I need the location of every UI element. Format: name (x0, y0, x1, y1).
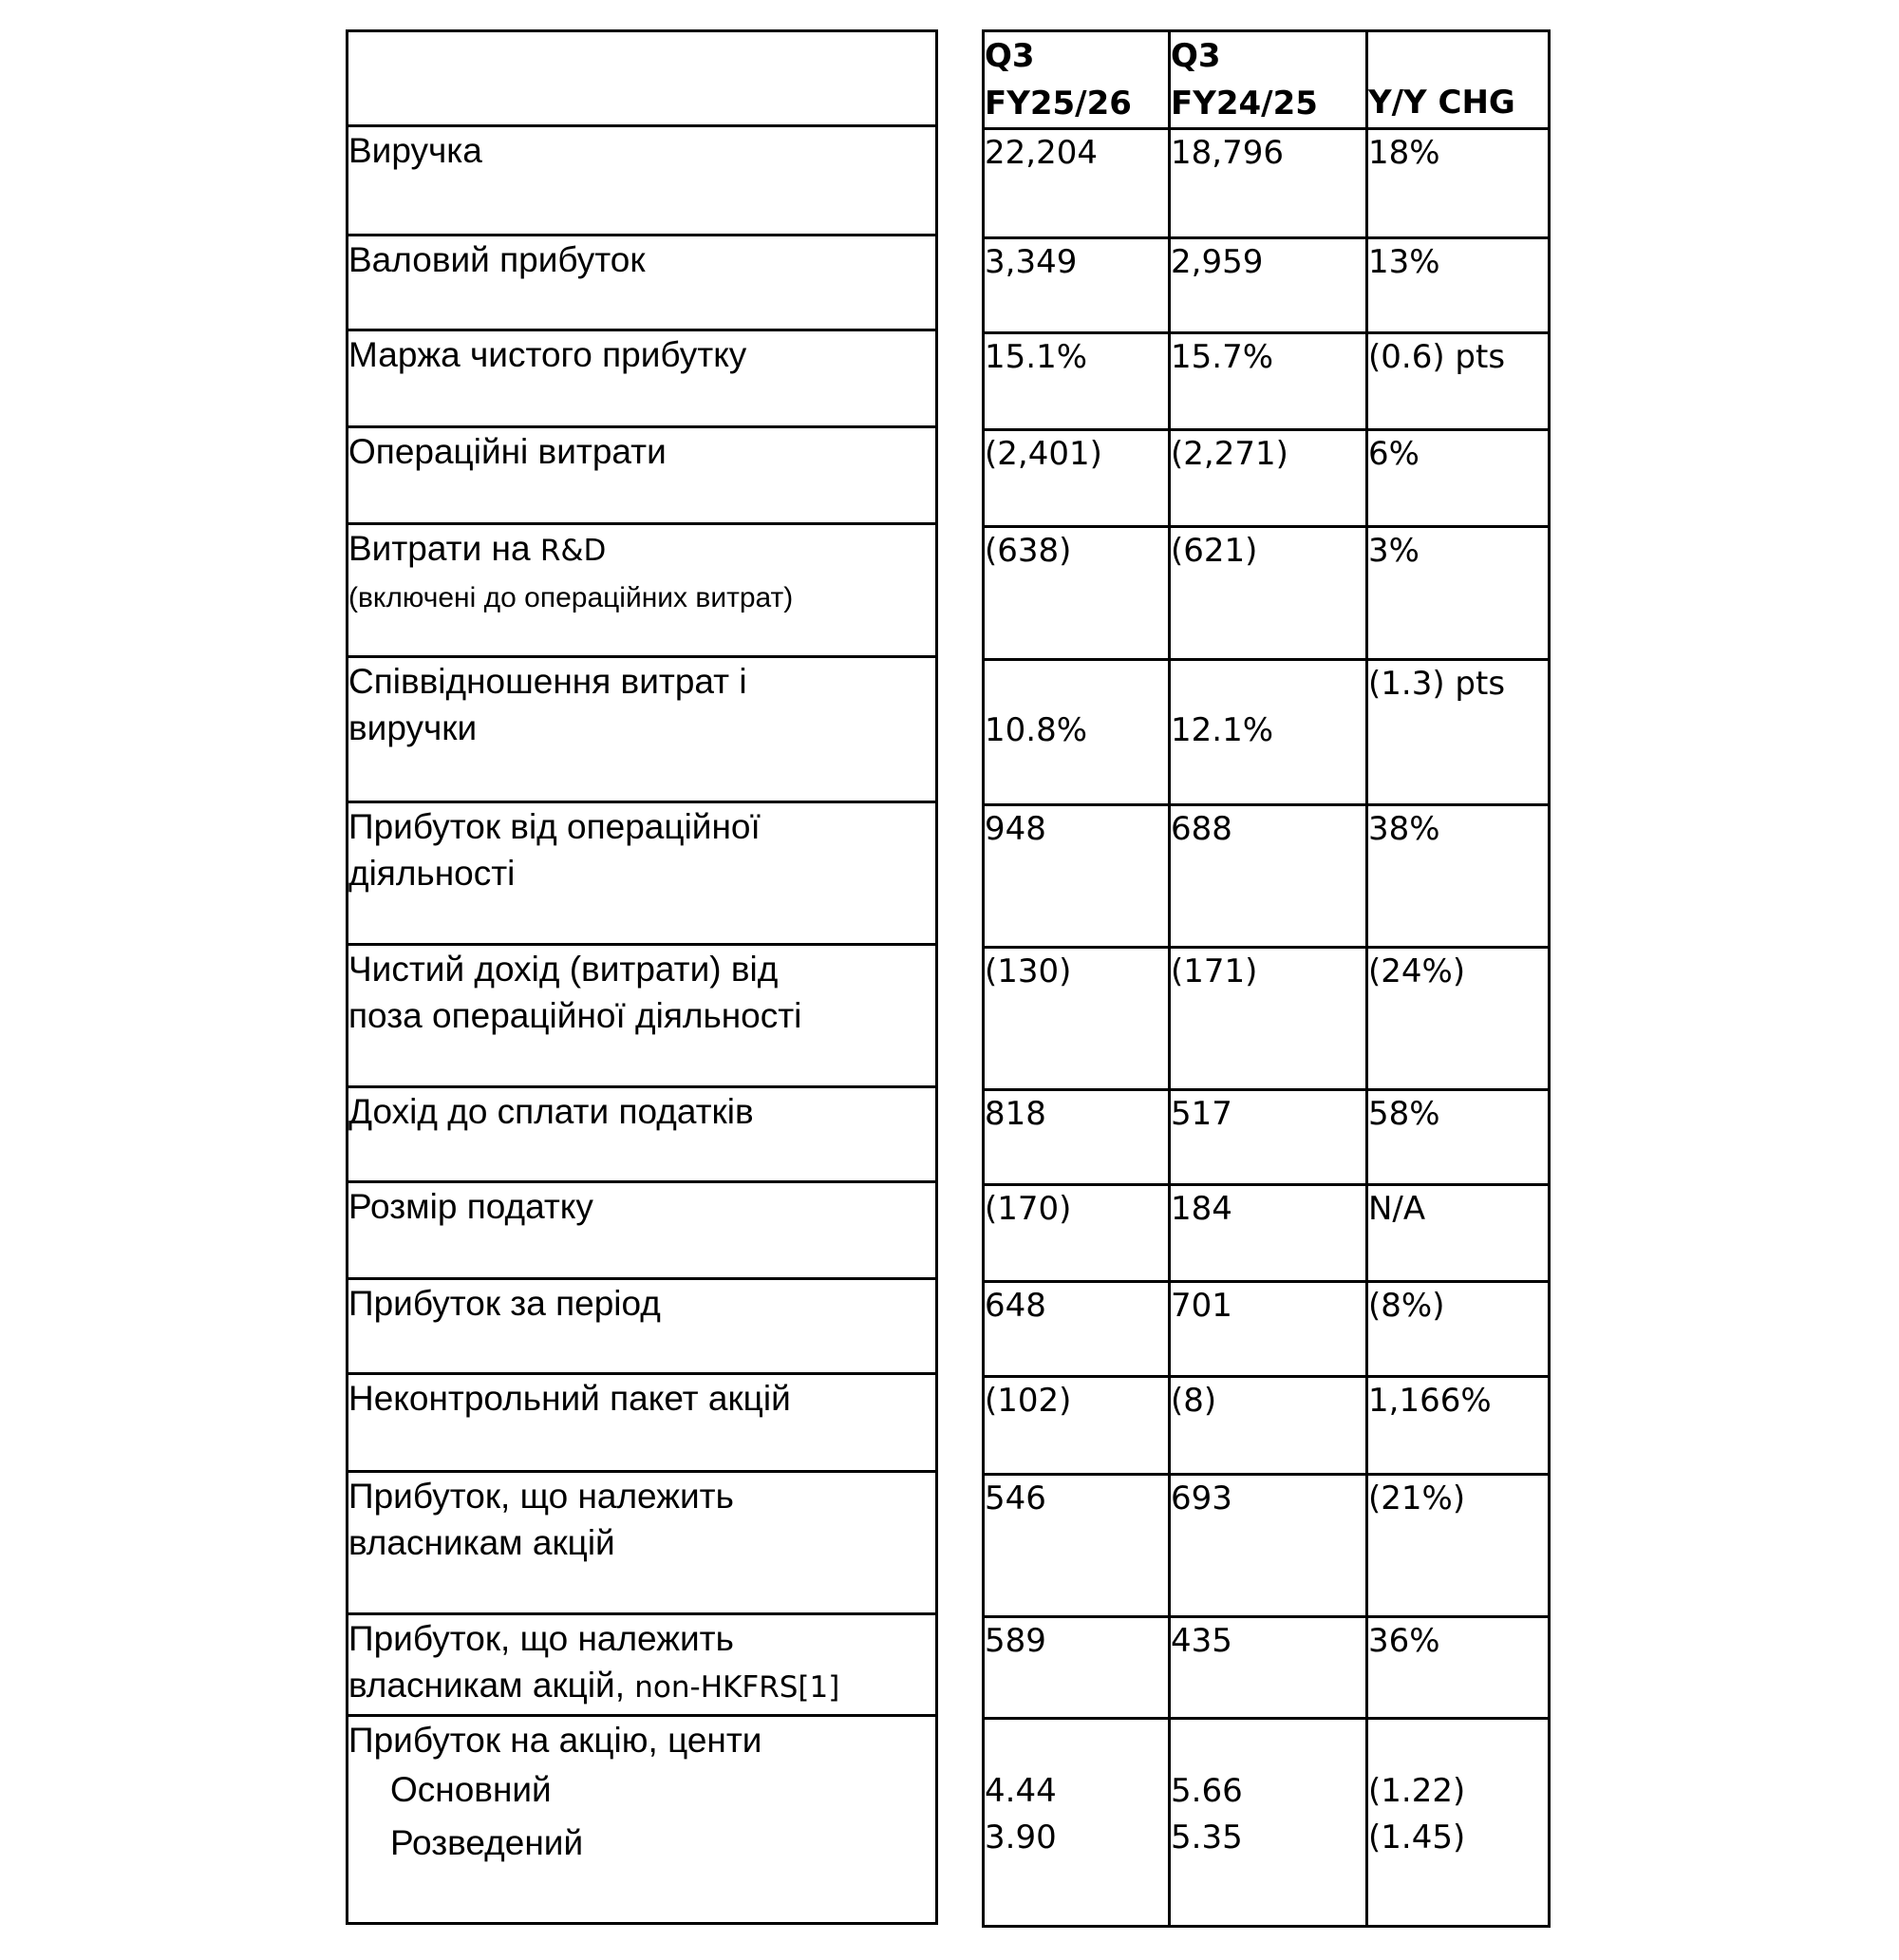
label-eps-diluted: Розведений (390, 1823, 584, 1862)
values-table (982, 29, 1551, 1928)
cell-eps-basic-change: (1.22) (1368, 1772, 1466, 1810)
cell-non-hkfrs-prior: 435 (1170, 1617, 1367, 1719)
cell-minority-change: 1,166% (1367, 1377, 1550, 1475)
cell-minority-current: (102) (984, 1377, 1170, 1475)
cell-period-profit-current: 648 (984, 1282, 1170, 1377)
cell-gross-profit-prior: 2,959 (1170, 238, 1367, 333)
label-expense-ratio-line1: Співвідношення витрат і (348, 662, 747, 701)
label-operating-profit-line1: Прибуток від операційної (348, 807, 761, 846)
label-eps (348, 1716, 937, 1924)
header-prior-q: Q3 (1171, 37, 1221, 75)
cell-operating-profit-current: 948 (984, 805, 1170, 948)
label-non-operating-line2: поза операційної діяльності (348, 996, 802, 1035)
label-attributable-profit (348, 1472, 937, 1614)
cell-expense-ratio-prior (1170, 660, 1367, 805)
label-operating-profit (348, 802, 937, 945)
row-label-table (346, 29, 938, 1925)
label-eps-title: Прибуток на акцію, центи (348, 1721, 762, 1760)
cell-period-profit-change: (8%) (1367, 1282, 1550, 1377)
cell-tax-current: (170) (984, 1185, 1170, 1282)
cell-net-margin-prior: 15.7% (1170, 333, 1367, 430)
header-yoy-change (1367, 31, 1550, 129)
cell-revenue-prior: 18,796 (1170, 129, 1367, 238)
cell-period-profit-prior: 701 (1170, 1282, 1367, 1377)
cell-gross-profit-change: 13% (1367, 238, 1550, 333)
cell-pretax-current: 818 (984, 1090, 1170, 1185)
label-expense-ratio-line2: виручки (348, 708, 478, 747)
label-eps-basic: Основний (390, 1770, 552, 1809)
label-rd-main: Витрати на (348, 529, 531, 568)
label-header-blank (348, 31, 937, 126)
cell-non-hkfrs-current: 589 (984, 1617, 1170, 1719)
cell-rd-change: 3% (1367, 527, 1550, 660)
cell-expense-ratio-current-value: 10.8% (985, 711, 1088, 749)
cell-expense-ratio-prior-value: 12.1% (1171, 711, 1274, 749)
cell-non-hkfrs-change: 36% (1367, 1617, 1550, 1719)
label-rd-note: (включені до операційних витрат) (348, 582, 794, 613)
cell-expense-ratio-change: (1.3) pts (1367, 660, 1550, 805)
cell-rd-prior: (621) (1170, 527, 1367, 660)
label-period-profit: Прибуток за період (348, 1279, 937, 1374)
header-current-q: Q3 (985, 37, 1035, 75)
label-rd-abbrev: R&D (539, 534, 607, 568)
cell-operating-profit-prior: 688 (1170, 805, 1367, 948)
cell-net-margin-change: (0.6) pts (1367, 333, 1550, 430)
label-non-operating-line1: Чистий дохід (витрати) від (348, 950, 779, 989)
label-non-hkfrs-line1: Прибуток, що належить (348, 1619, 734, 1658)
label-rd (348, 524, 937, 657)
header-current-fy: FY25/26 (985, 85, 1132, 122)
cell-net-margin-current: 15.1% (984, 333, 1170, 430)
cell-operating-profit-change: 38% (1367, 805, 1550, 948)
label-attributable-profit-non-hkfrs (348, 1614, 937, 1716)
label-tax: Розмір податку (348, 1182, 937, 1279)
cell-opex-change: 6% (1367, 430, 1550, 527)
cell-pretax-change: 58% (1367, 1090, 1550, 1185)
header-current-period (984, 31, 1170, 129)
label-expense-ratio (348, 657, 937, 802)
cell-rd-current: (638) (984, 527, 1170, 660)
cell-eps-basic-current: 4.44 (985, 1772, 1057, 1810)
cell-expense-ratio-current (984, 660, 1170, 805)
cell-non-operating-prior: (171) (1170, 948, 1367, 1090)
cell-eps-diluted-current: 3.90 (985, 1819, 1057, 1856)
cell-attributable-prior: 693 (1170, 1475, 1367, 1617)
label-operating-profit-line2: діяльності (348, 854, 516, 893)
label-gross-profit: Валовий прибуток (348, 236, 937, 330)
label-attributable-profit-line1: Прибуток, що належить (348, 1477, 734, 1516)
cell-eps-prior (1170, 1719, 1367, 1927)
cell-attributable-current: 546 (984, 1475, 1170, 1617)
cell-attributable-change: (21%) (1367, 1475, 1550, 1617)
cell-gross-profit-current: 3,349 (984, 238, 1170, 333)
label-minority-interest: Неконтрольний пакет акцій (348, 1374, 937, 1472)
cell-eps-change (1367, 1719, 1550, 1927)
label-pretax-income: Дохід до сплати податків (348, 1087, 937, 1182)
cell-pretax-prior: 517 (1170, 1090, 1367, 1185)
label-non-operating (348, 945, 937, 1087)
label-non-hkfrs-line2-text: власникам акцій, (348, 1666, 625, 1705)
cell-eps-current (984, 1719, 1170, 1927)
cell-tax-change: N/A (1367, 1185, 1550, 1282)
cell-eps-diluted-prior: 5.35 (1171, 1819, 1243, 1856)
cell-eps-diluted-change: (1.45) (1368, 1819, 1466, 1856)
cell-opex-prior: (2,271) (1170, 430, 1367, 527)
cell-non-operating-current: (130) (984, 948, 1170, 1090)
label-non-hkfrs-suffix: non-HKFRS[1] (634, 1670, 840, 1705)
cell-minority-prior: (8) (1170, 1377, 1367, 1475)
cell-opex-current: (2,401) (984, 430, 1170, 527)
cell-eps-basic-prior: 5.66 (1171, 1772, 1243, 1810)
label-non-hkfrs-line2 (348, 1662, 935, 1711)
header-prior-period (1170, 31, 1367, 129)
cell-non-operating-change: (24%) (1367, 948, 1550, 1090)
cell-tax-prior: 184 (1170, 1185, 1367, 1282)
cell-revenue-current: 22,204 (984, 129, 1170, 238)
label-net-margin: Маржа чистого прибутку (348, 330, 937, 427)
header-prior-fy: FY24/25 (1171, 85, 1318, 122)
header-yoy-label: Y/Y CHG (1368, 84, 1515, 122)
label-attributable-profit-line2: власникам акцій (348, 1523, 615, 1562)
label-opex: Операційні витрати (348, 427, 937, 524)
cell-revenue-change: 18% (1367, 129, 1550, 238)
label-revenue: Виручка (348, 126, 937, 236)
